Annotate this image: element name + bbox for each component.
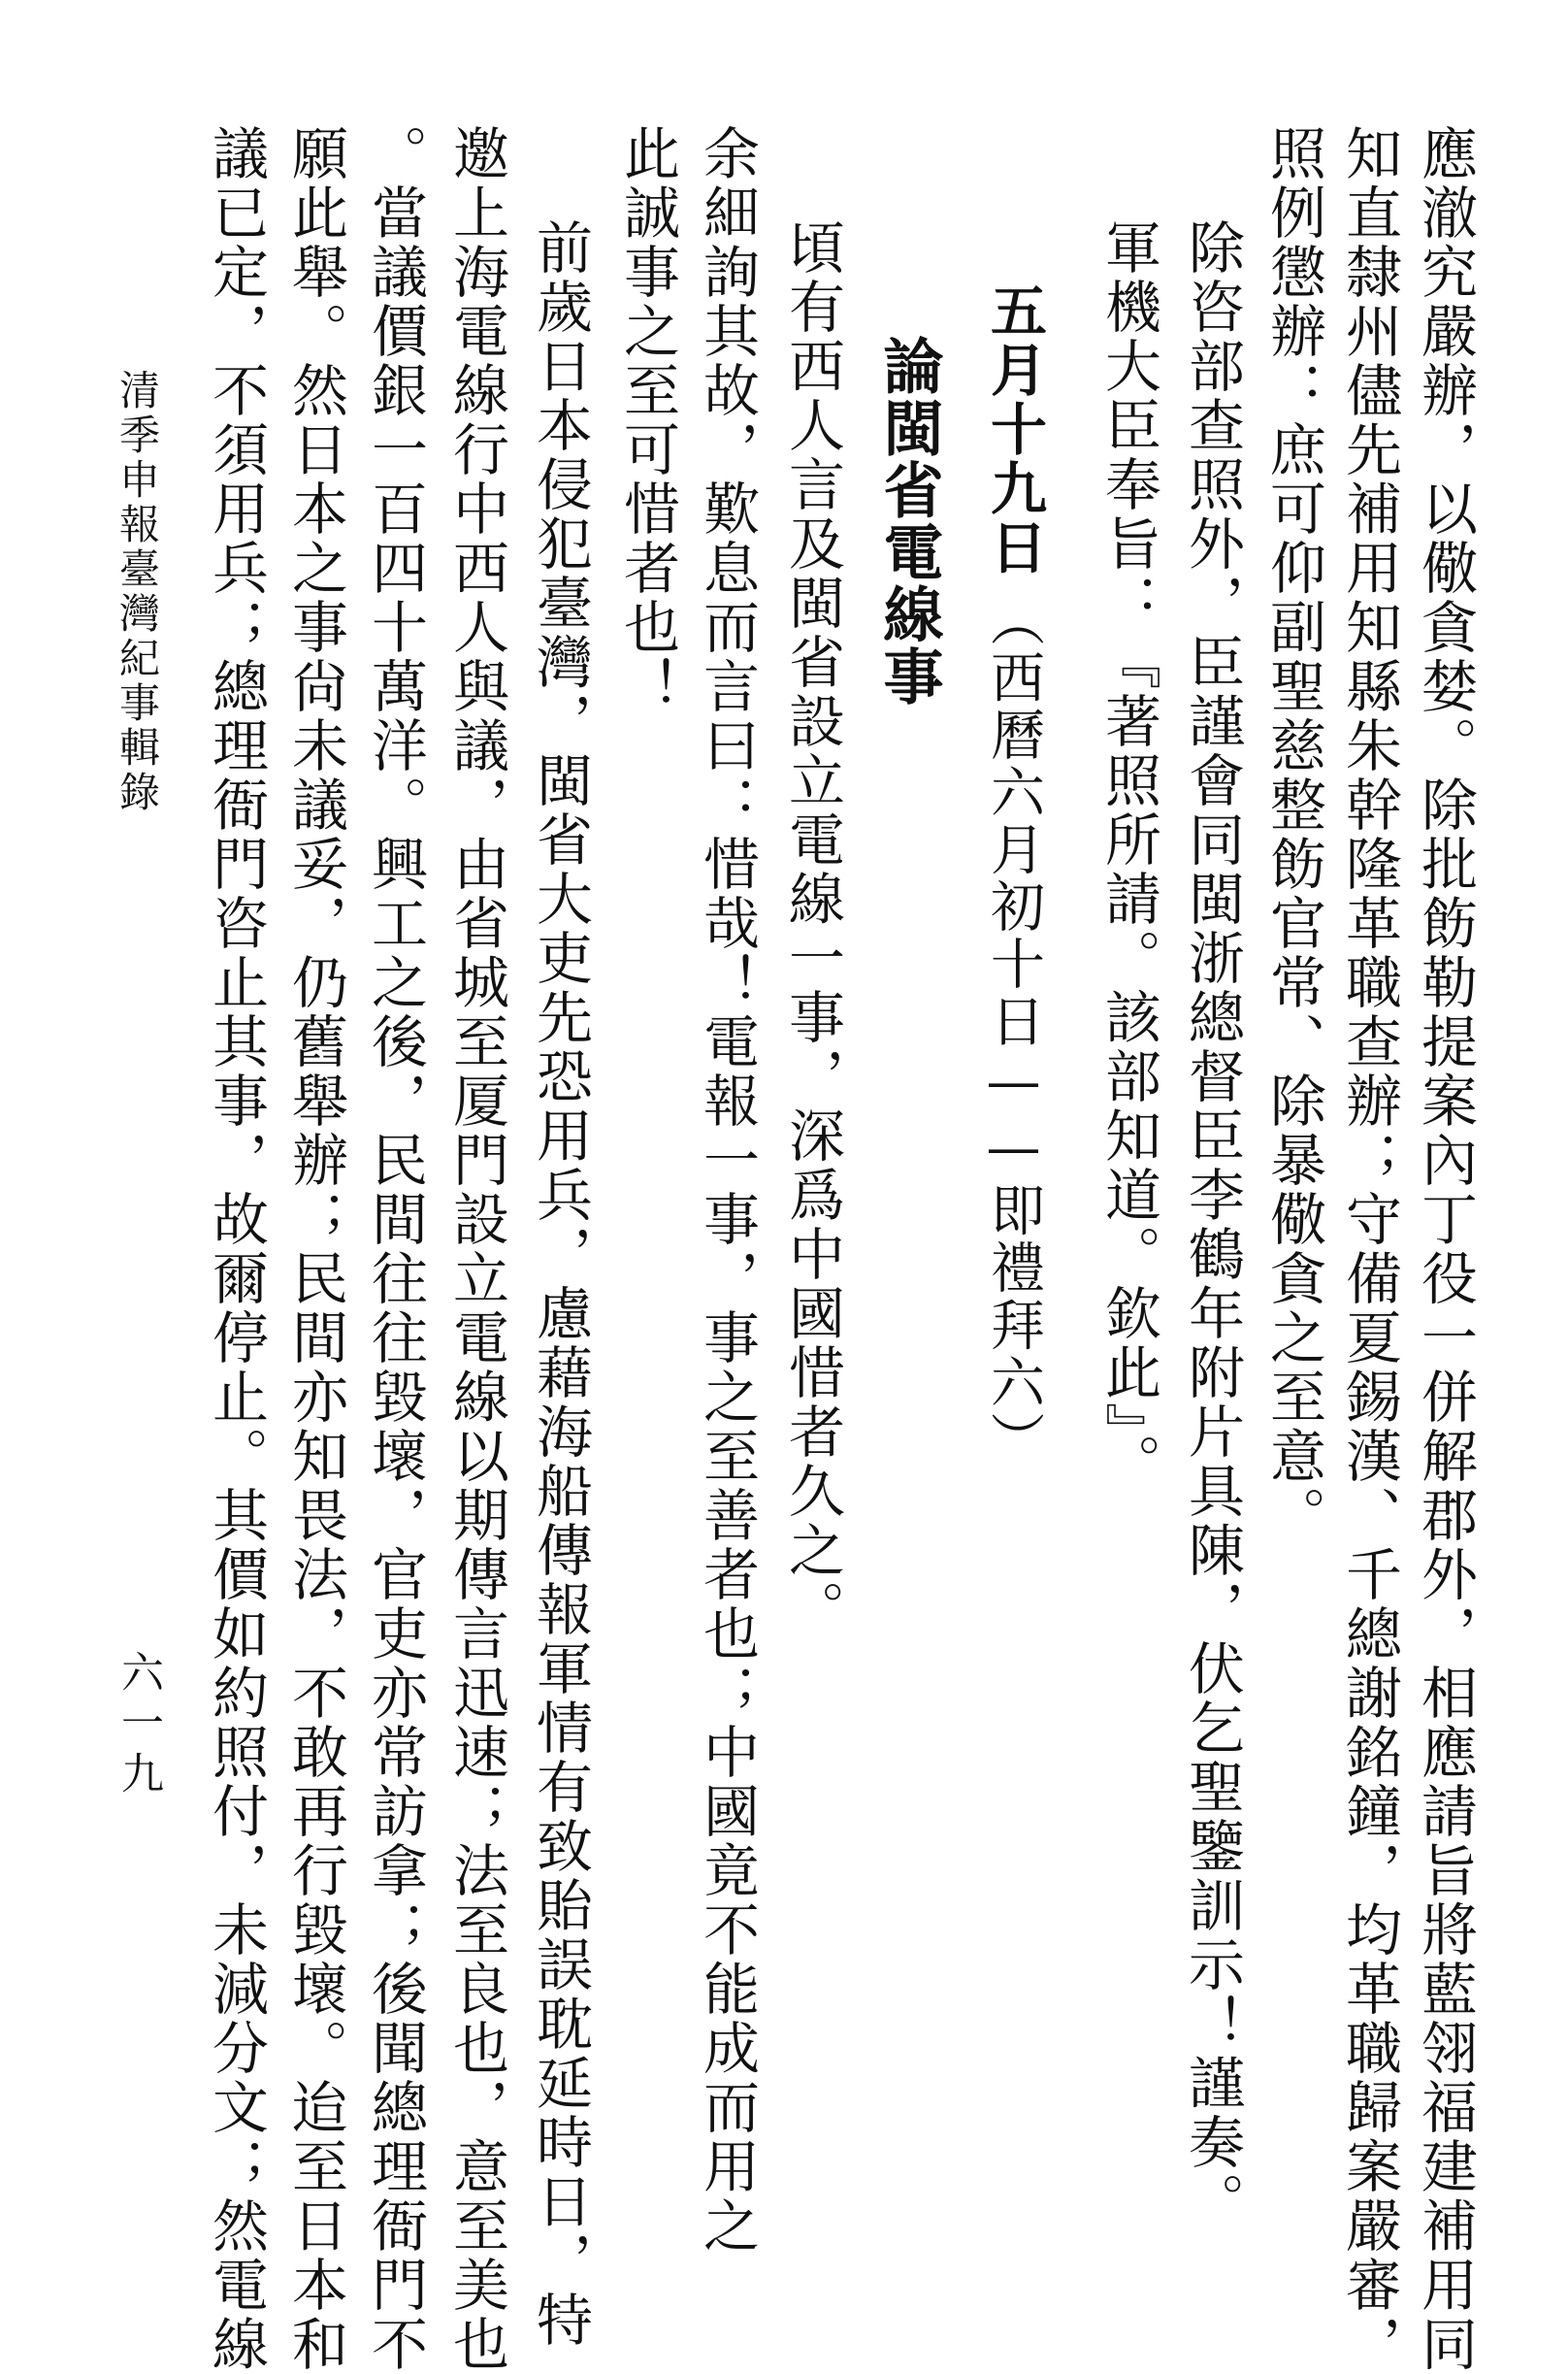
text-column-6: 頃有西人言及閩省設立電線一事，深爲中國惜者久之。 xyxy=(779,218,845,1639)
article-title: 論閩省電線事 xyxy=(873,335,944,708)
text-column-9: 前歲日本侵犯臺灣，閩省大吏先恐用兵，慮藉海船傳報軍情有致貽誤耽延時日，特 xyxy=(527,218,593,2350)
text-column-5: 軍機大臣奉旨：『著照所請。該部知道。欽此』。 xyxy=(1095,218,1161,1493)
text-column-2: 知直隸州儘先補用知縣朱幹隆革職查辦；守備夏錫漢、千總謝銘鐘，均革職歸案嚴審， xyxy=(1336,124,1402,2374)
text-column-3: 照例懲辦：庶可仰副聖慈整飭官常、除暴儆貪之至意。 xyxy=(1260,124,1326,1545)
text-column-4: 除咨部查照外，臣謹會同閩浙總督臣李鶴年附片具陳，伏乞聖鑒訓示！謹奏。 xyxy=(1179,218,1245,2231)
book-title-footer: 清季申報臺灣紀事輯錄 xyxy=(114,369,161,815)
date-heading: 五月十九日 xyxy=(981,281,1047,577)
text-column-13: 議已定，不須用兵；總理衙門咨止其事，故爾停止。其價如約照付，未減分文；然電線 xyxy=(203,124,269,2374)
text-column-7: 余細詢其故，歎息而言曰：惜哉！電報一事，事之至善者也；中國竟不能成而用之 xyxy=(694,124,760,2256)
text-column-1: 應澈究嚴辦，以儆貪婪。除批飭勒提案內丁役一併解郡外，相應請旨將藍翎福建補用同 xyxy=(1412,124,1478,2374)
text-column-11: 。當議價銀一百四十萬洋。興工之後，民間往往毀壞，官吏亦常訪拿；後聞總理衙門不 xyxy=(362,124,428,2374)
text-column-8: 此誠事之至可惜者也！ xyxy=(614,124,680,716)
page-number: 六一九 xyxy=(114,1650,163,1801)
text-column-10: 邀上海電線行中西人與議，由省城至厦門設立電線以期傳言迅速；法至良也，意至美也 xyxy=(443,124,509,2374)
date-annotation: （西曆六月初十日——即禮拜六） xyxy=(982,592,1045,1468)
text-column-12: 願此舉。然日本之事尙未議妥，仍舊舉辦；民間亦知畏法，不敢再行毀壞。迨至日本和 xyxy=(282,124,348,2374)
